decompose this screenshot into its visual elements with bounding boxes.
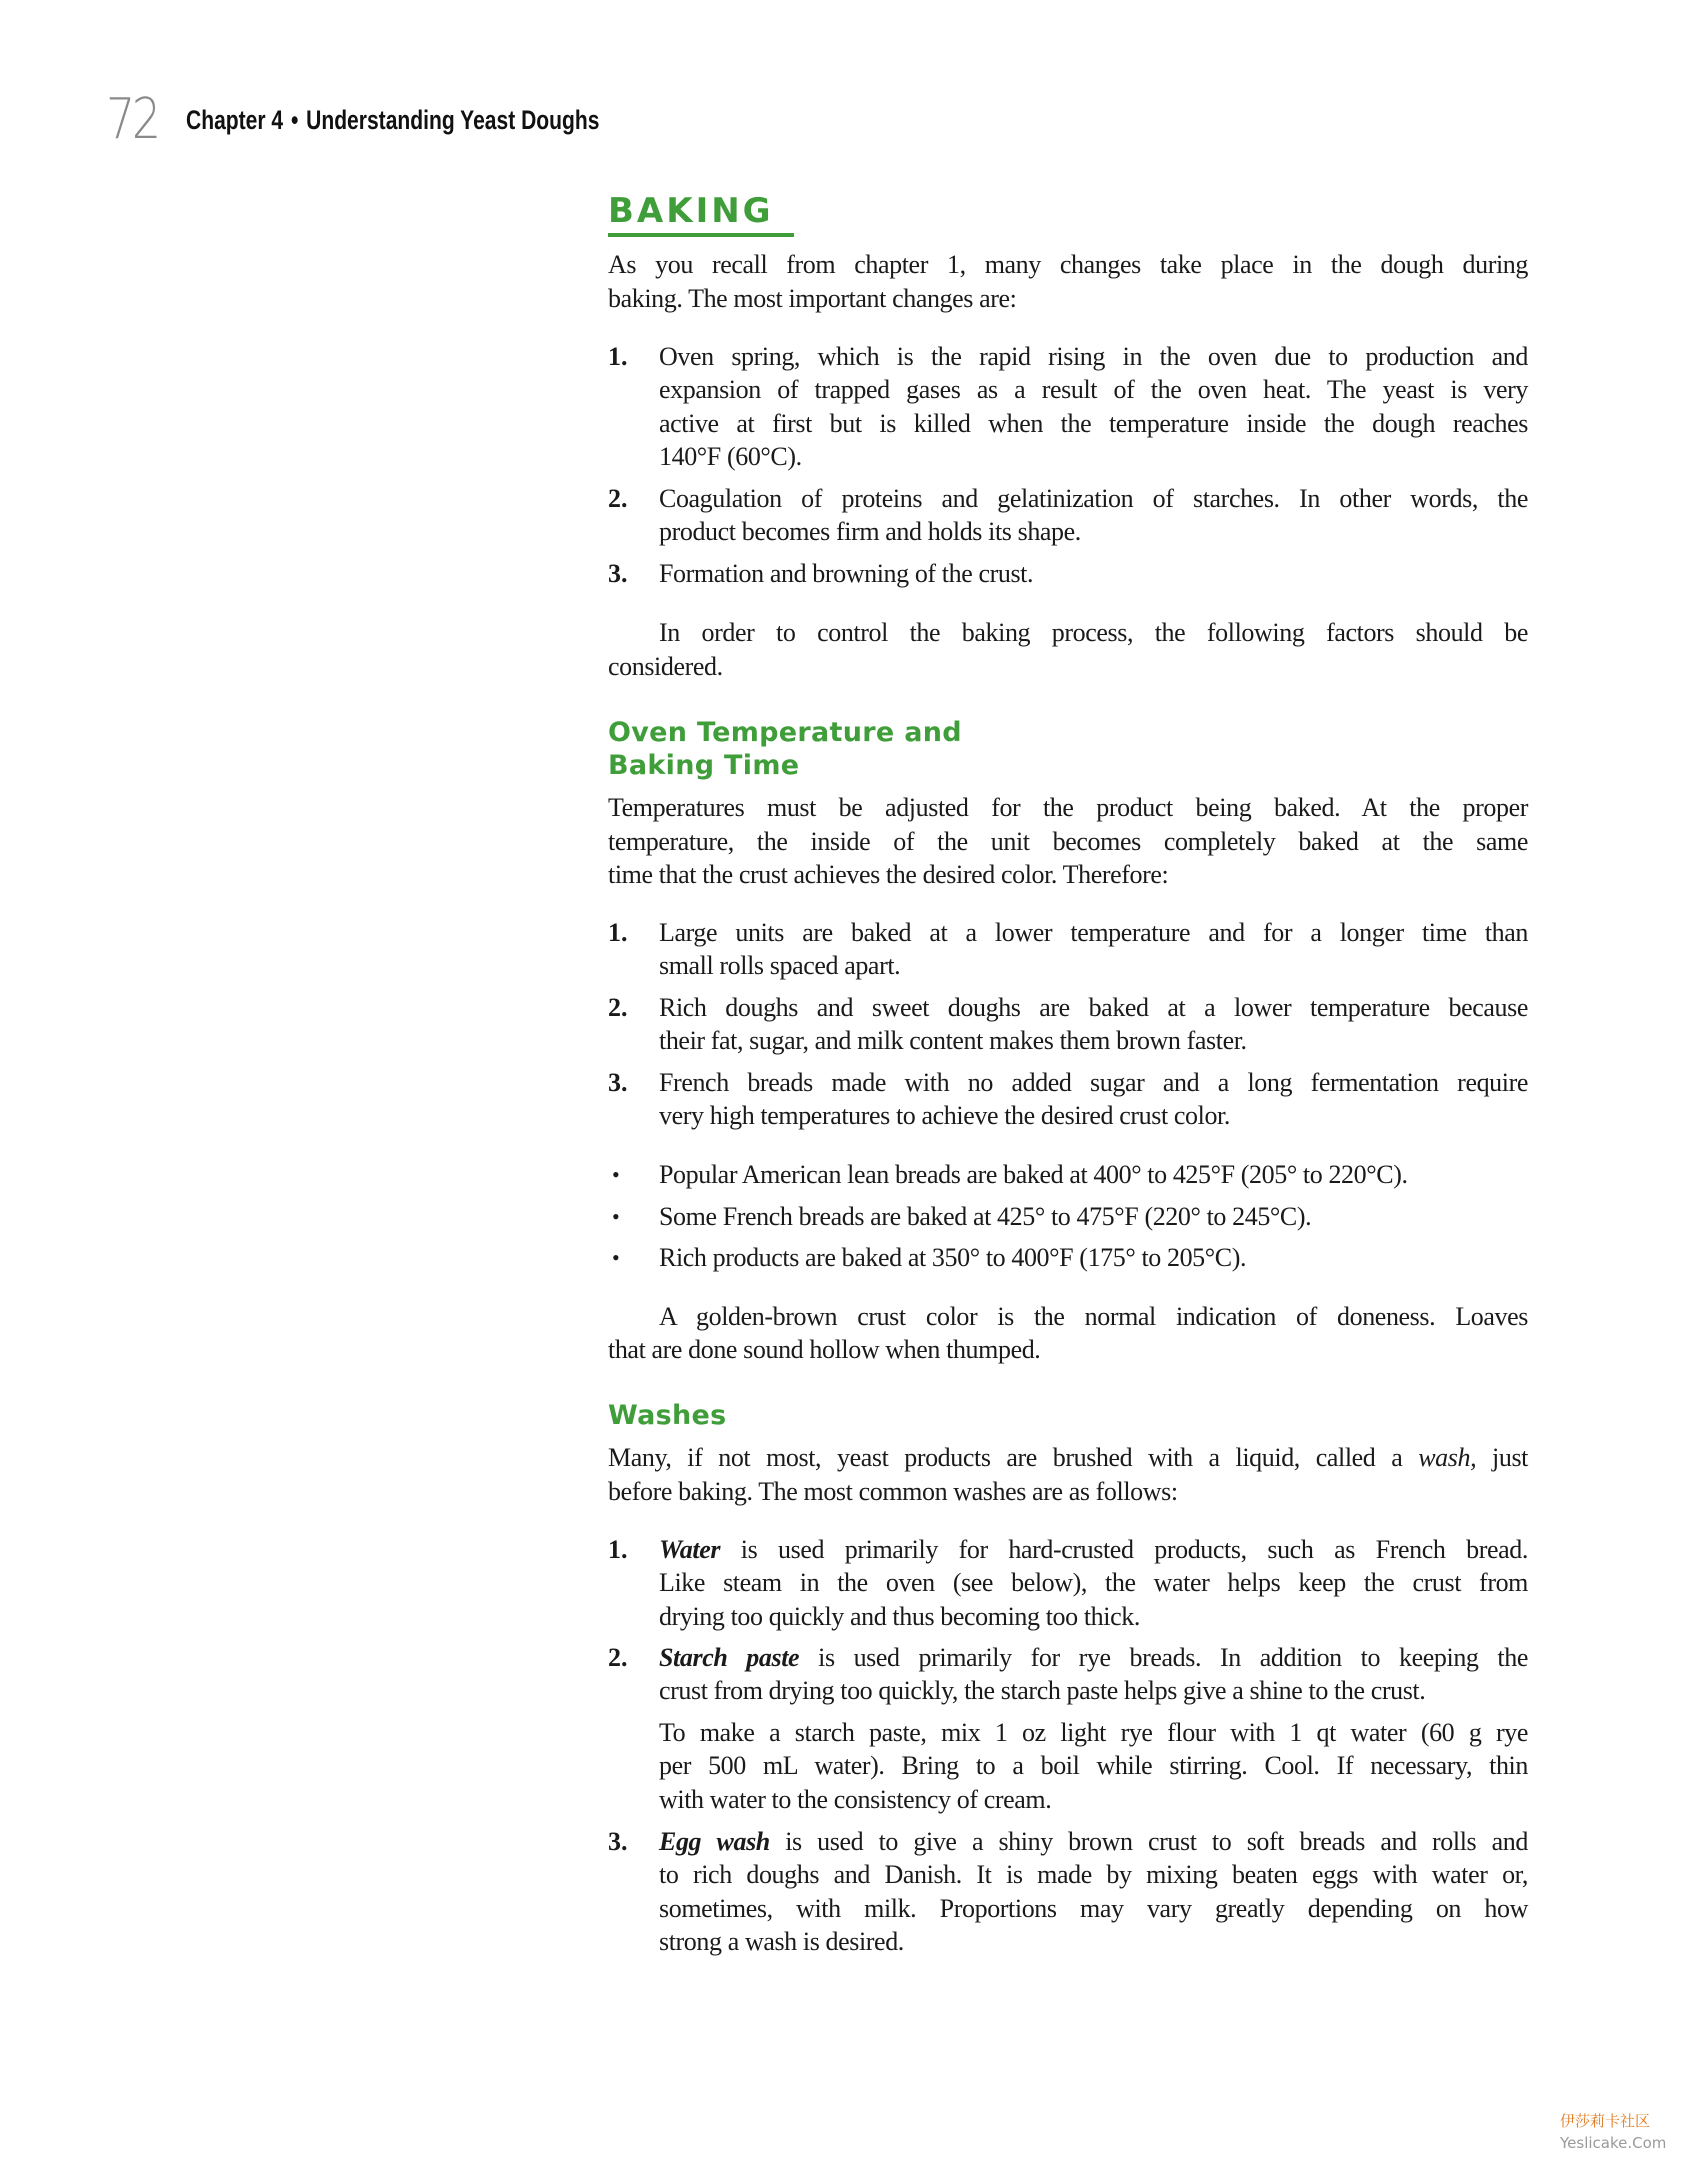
list-item-line: sometimes, with milk. Proportions may vary greatly depending on how <box>659 1893 1528 1923</box>
list-item-line: Rich doughs and sweet doughs are baked at a lower temperature because <box>659 993 1528 1022</box>
list-item-line: product becomes firm and holds its shape. <box>659 517 1081 547</box>
paragraph-line: Temperatures must be adjusted for the product being baked. At the proper <box>608 793 1528 822</box>
list-item-line: Like steam in the oven (see below), the water helps keep the crust from <box>659 1568 1528 1598</box>
wash-term: Water <box>659 1535 721 1564</box>
chapter-title: Understanding Yeast Doughs <box>306 105 600 135</box>
bullet-icon: • <box>612 1245 620 1270</box>
subsection-title-washes: Washes <box>608 1400 727 1431</box>
list-item-line: their fat, sugar, and milk content makes them brown faster. <box>659 1026 1247 1056</box>
title-line: Oven Temperature and <box>608 717 962 748</box>
wash-item-first-line <box>659 1641 1528 1675</box>
text: Many, if not most, yeast products are brushed with a liquid, called a <box>608 1443 1403 1472</box>
paragraph-line: before baking. The most common washes are as follows: <box>608 1477 1178 1506</box>
title-line: Baking Time <box>608 750 800 781</box>
paragraph-line: temperature, the inside of the unit becomes completely baked at the same <box>608 827 1528 856</box>
text: is used primarily for rye breads. In addition to keeping the <box>818 1643 1528 1672</box>
bullet-item: Rich products are baked at 350° to 400°F (175° to 205°C). <box>659 1243 1247 1272</box>
section-title-underline <box>608 233 794 237</box>
intro-line: baking. The most important changes are: <box>608 284 1017 313</box>
list-number: 2. <box>608 993 628 1022</box>
wash-term: Egg wash <box>659 1827 770 1856</box>
list-item-line: drying too quickly and thus becoming too thick. <box>659 1601 1140 1631</box>
wash-term: Starch paste <box>659 1643 800 1672</box>
watermark-chinese: 伊莎莉卡社区 <box>1560 2112 1651 2130</box>
list-item-line: to rich doughs and Danish. It is made by mixing beaten eggs with water or, <box>659 1860 1528 1890</box>
list-number: 3. <box>608 1827 628 1856</box>
list-item-line: Coagulation of proteins and gelatinization of starches. In other words, the <box>659 484 1528 513</box>
bullet-item: Popular American lean breads are baked at 400° to 425°F (205° to 220°C). <box>659 1160 1408 1189</box>
wash-item-first-line <box>659 1533 1528 1567</box>
list-item-line: Large units are baked at a lower temperature and for a longer time than <box>659 918 1528 947</box>
list-item-line: active at first but is killed when the temperature inside the dough reaches <box>659 408 1528 438</box>
running-header <box>186 106 599 136</box>
list-item-line: Oven spring, which is the rapid rising in the oven due to production and <box>659 342 1528 371</box>
paragraph-line <box>608 1441 1528 1475</box>
sub-paragraph-line: with water to the consistency of cream. <box>659 1784 1052 1814</box>
list-number: 1. <box>608 918 628 947</box>
text: is used primarily for hard-crusted products, such as French bread. <box>740 1535 1528 1564</box>
wash-item-first-line <box>659 1825 1528 1859</box>
watermark-site: Yeslicake.Com <box>1560 2134 1667 2152</box>
list-number: 3. <box>608 1068 628 1097</box>
paragraph-line: that are done sound hollow when thumped. <box>608 1335 1041 1364</box>
list-item-line: very high temperatures to achieve the desired crust color. <box>659 1101 1230 1131</box>
section-title: BAKING <box>608 191 774 231</box>
list-number: 1. <box>608 1535 628 1564</box>
page-number: 72 <box>106 87 158 152</box>
list-item-line: strong a wash is desired. <box>659 1927 904 1957</box>
list-item-line: French breads made with no added sugar and a long fermentation require <box>659 1068 1528 1097</box>
bullet-icon: • <box>612 1162 620 1187</box>
list-number: 3. <box>608 559 628 588</box>
bullet-icon: • <box>612 1204 620 1229</box>
intro-line: As you recall from chapter 1, many changes take place in the dough during <box>608 250 1528 279</box>
subsection-title-oven <box>608 716 962 782</box>
sub-paragraph-line: per 500 mL water). Bring to a boil while stirring. Cool. If necessary, thin <box>659 1751 1528 1781</box>
list-number: 1. <box>608 342 628 371</box>
text: just <box>1492 1443 1528 1472</box>
list-item-line: Formation and browning of the crust. <box>659 559 1034 588</box>
paragraph-line: considered. <box>608 652 723 681</box>
paragraph-line: In order to control the baking process, the following factors should be <box>659 618 1528 647</box>
list-number: 2. <box>608 484 628 513</box>
term-wash: wash, <box>1418 1443 1477 1472</box>
paragraph-line: time that the crust achieves the desired color. Therefore: <box>608 860 1169 889</box>
list-item-line: crust from drying too quickly, the starch paste helps give a shine to the crust. <box>659 1676 1426 1706</box>
list-number: 2. <box>608 1643 628 1672</box>
bullet-item: Some French breads are baked at 425° to 475°F (220° to 245°C). <box>659 1202 1312 1231</box>
chapter-label: Chapter 4 <box>186 105 284 135</box>
separator-bullet: • <box>290 105 299 135</box>
sub-paragraph-line: To make a starch paste, mix 1 oz light rye flour with 1 qt water (60 g rye <box>659 1718 1528 1747</box>
list-item-line: 140°F (60°C). <box>659 442 802 472</box>
text: is used to give a shiny brown crust to soft breads and rolls and <box>785 1827 1528 1856</box>
list-item-line: small rolls spaced apart. <box>659 951 901 981</box>
list-item-line: expansion of trapped gases as a result of the oven heat. The yeast is very <box>659 375 1528 405</box>
paragraph-line: A golden-brown crust color is the normal indication of doneness. Loaves <box>659 1302 1528 1331</box>
